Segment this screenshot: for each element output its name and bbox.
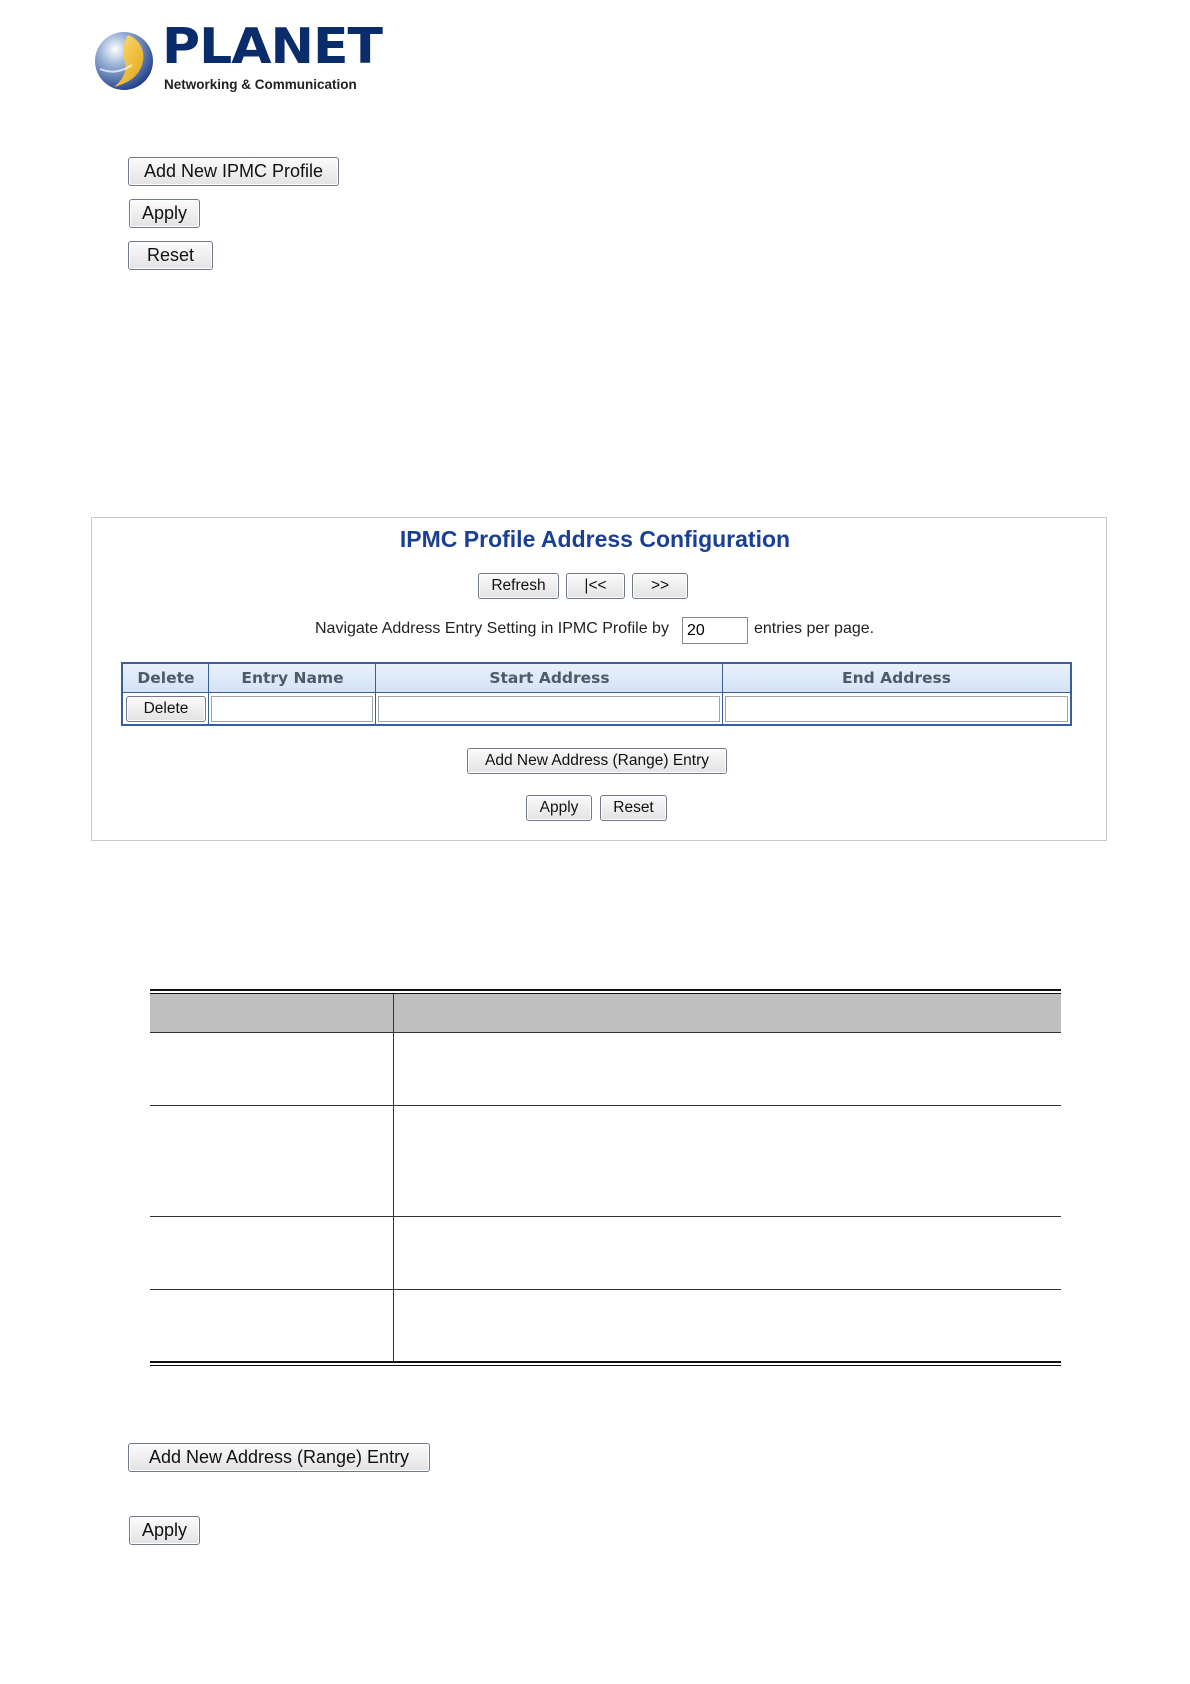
description-table-row-divider <box>150 1105 1061 1106</box>
brand-name: PLANET <box>162 18 383 76</box>
panel-reset-button[interactable]: Reset <box>600 795 667 821</box>
planet-logo-globe <box>94 29 156 93</box>
add-address-entry-button[interactable]: Add New Address (Range) Entry <box>467 748 727 774</box>
header-delete: Delete <box>137 669 195 687</box>
table-divider <box>375 664 376 724</box>
address-entry-table-header <box>123 664 1070 692</box>
add-ipmc-profile-button[interactable]: Add New IPMC Profile <box>128 157 339 186</box>
panel-title: IPMC Profile Address Configuration <box>399 526 791 552</box>
entry-name-input[interactable] <box>211 696 373 722</box>
add-address-entry-button-bottom[interactable]: Add New Address (Range) Entry <box>128 1443 430 1472</box>
description-table-bottom-rule <box>150 1361 1061 1363</box>
description-table-header <box>150 994 1061 1032</box>
header-end-address: End Address <box>842 669 951 687</box>
table-header-divider <box>123 692 1070 693</box>
reset-button[interactable]: Reset <box>128 241 213 270</box>
first-page-button[interactable]: |<< <box>566 573 625 599</box>
next-page-button[interactable]: >> <box>632 573 688 599</box>
end-address-input[interactable] <box>725 696 1068 722</box>
description-table-row-divider <box>150 1216 1061 1217</box>
nav-prefix-text: Navigate Address Entry Setting in IPMC Profile by <box>315 620 669 637</box>
header-entry-name: Entry Name <box>241 669 344 687</box>
delete-entry-button[interactable]: Delete <box>126 696 206 722</box>
description-table-top-rule <box>150 989 1061 991</box>
refresh-button[interactable]: Refresh <box>478 573 559 599</box>
description-table-bottom-rule <box>150 1365 1061 1366</box>
description-table-column-divider <box>393 994 394 1361</box>
table-divider <box>208 664 209 724</box>
entries-per-page-input[interactable] <box>682 617 748 644</box>
nav-suffix-text: entries per page. <box>754 620 875 637</box>
header-start-address: Start Address <box>489 669 610 687</box>
description-table-row-divider <box>150 1032 1061 1033</box>
brand-tagline: Networking & Communication <box>164 77 357 92</box>
apply-button[interactable]: Apply <box>129 199 200 228</box>
panel-apply-button[interactable]: Apply <box>526 795 592 821</box>
description-table-row-divider <box>150 1289 1061 1290</box>
start-address-input[interactable] <box>378 696 720 722</box>
apply-button-bottom[interactable]: Apply <box>129 1516 200 1545</box>
table-divider <box>722 664 723 724</box>
